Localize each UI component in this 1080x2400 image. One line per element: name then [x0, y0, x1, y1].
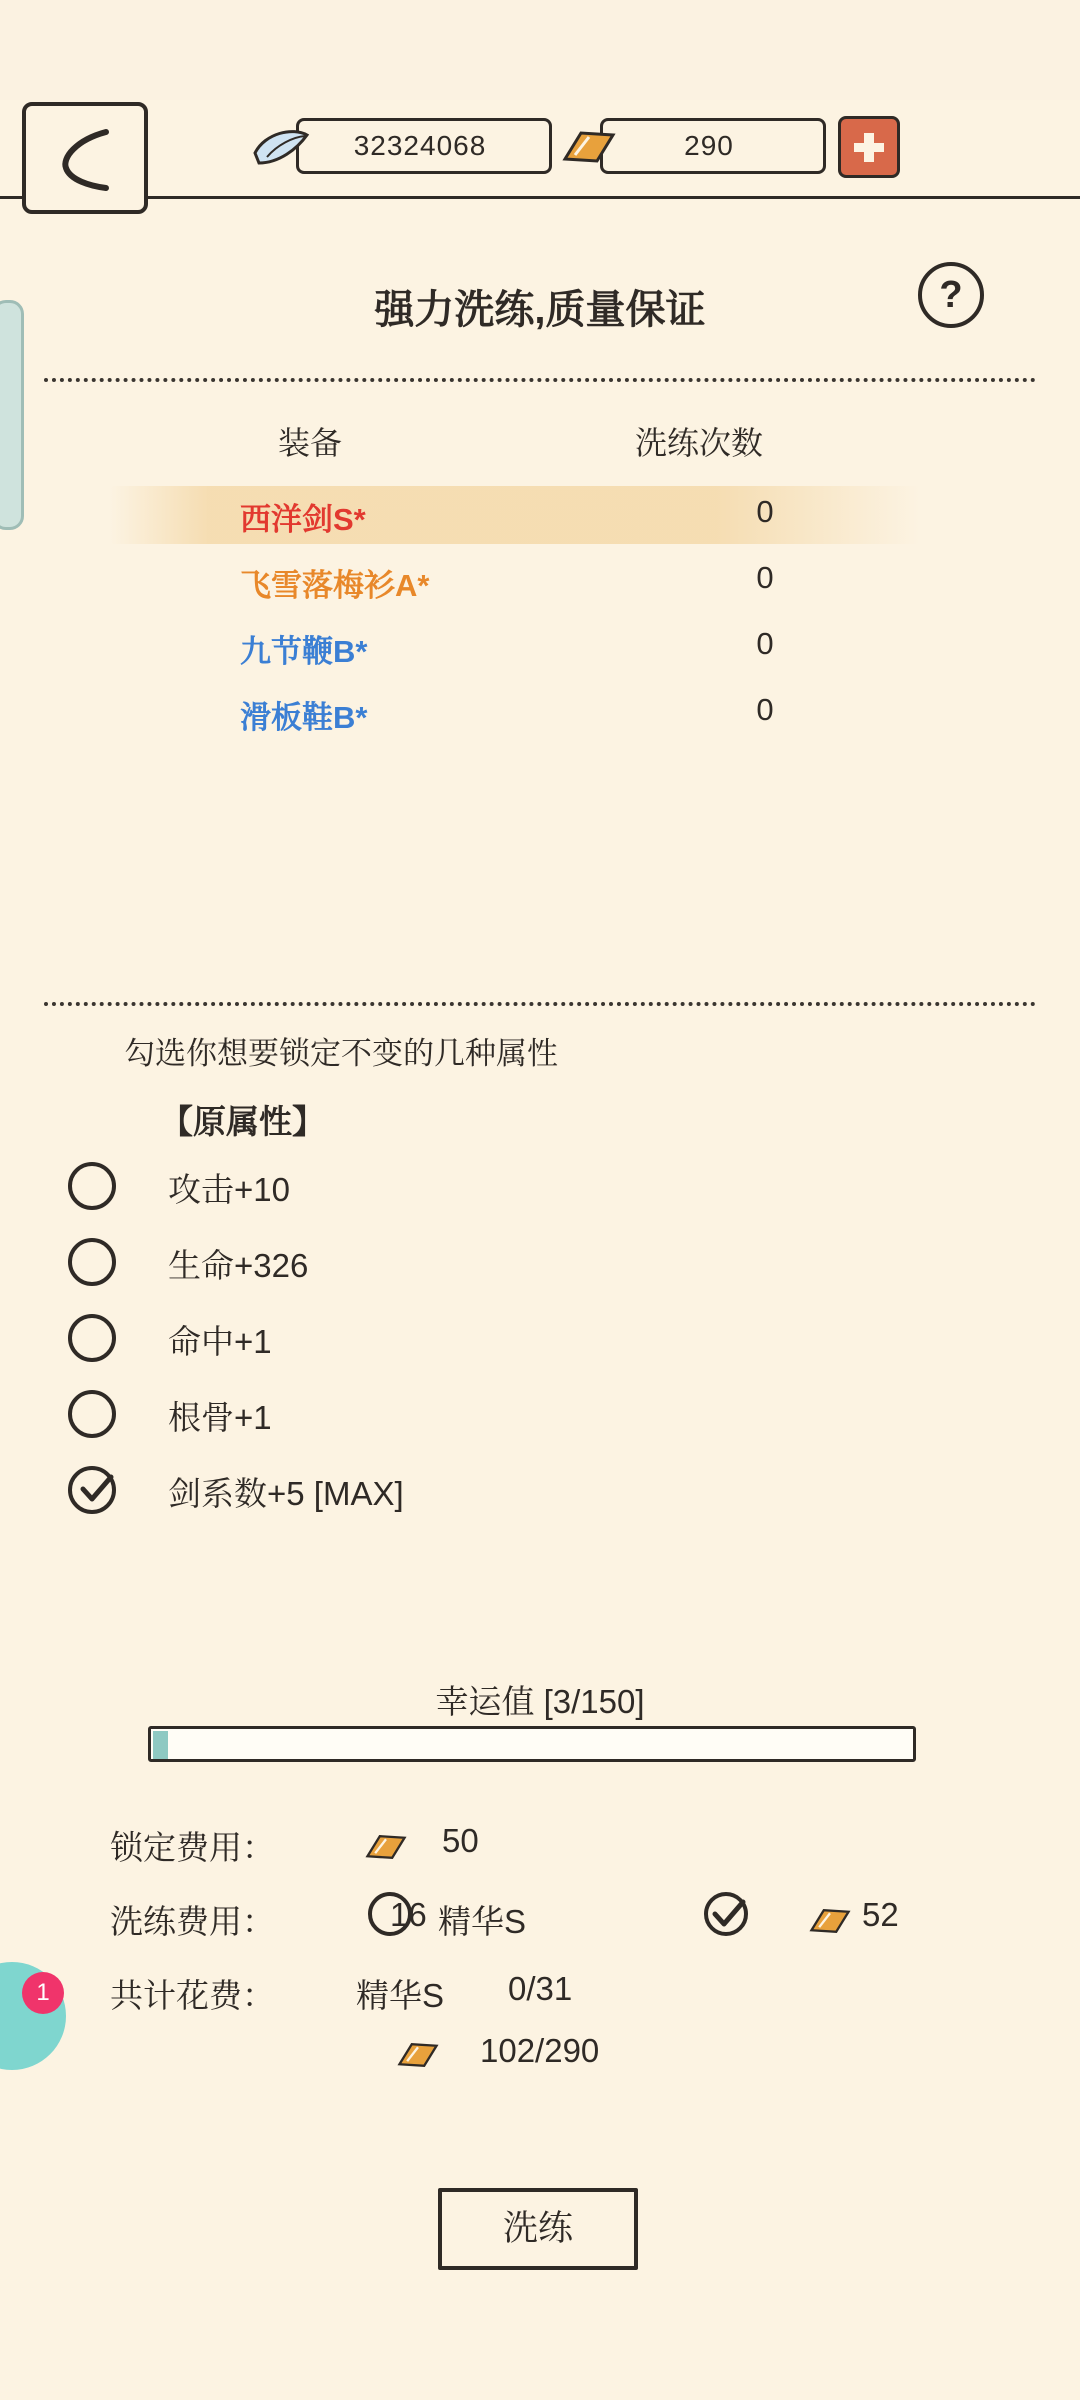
lock-cost-value: 50 [442, 1822, 479, 1859]
coin-icon [249, 123, 313, 171]
attribute-checkbox[interactable] [68, 1390, 116, 1438]
attribute-row[interactable] [68, 1390, 768, 1446]
column-header-equipment: 装备 [278, 425, 343, 461]
attribute-label: 剑系数+5 [MAX] [168, 1475, 404, 1512]
attribute-checkbox[interactable] [68, 1466, 116, 1514]
back-button[interactable] [22, 102, 148, 214]
attribute-checkbox[interactable] [68, 1314, 116, 1362]
ingot-counter[interactable] [600, 118, 826, 174]
table-row[interactable] [110, 552, 920, 610]
attribute-row[interactable] [68, 1238, 768, 1294]
lock-cost-label: 锁定费用： [110, 1829, 275, 1866]
attribute-label: 攻击+10 [168, 1171, 290, 1208]
luck-progress-bar [148, 1726, 916, 1762]
attribute-checkbox[interactable] [68, 1238, 116, 1286]
notification-badge: 1 [22, 1972, 64, 2014]
refine-pay-ingot-radio[interactable] [704, 1892, 748, 1936]
refine-ingot-value: 52 [862, 1896, 899, 1933]
header-divider [0, 196, 1080, 199]
attribute-label: 生命+326 [168, 1247, 309, 1284]
refine-button[interactable]: 洗练 [438, 2188, 638, 2270]
refine-essence-name: 精华S [438, 1903, 527, 1940]
attribute-checkbox[interactable] [68, 1162, 116, 1210]
attribute-row[interactable] [68, 1162, 768, 1218]
attribute-label: 命中+1 [168, 1323, 272, 1360]
equipment-name: 滑板鞋B* [240, 700, 368, 735]
divider-top [44, 378, 1036, 382]
back-arrow-icon [56, 128, 118, 194]
equipment-refine-count: 0 [756, 560, 774, 595]
coin-value: 32324068 [353, 130, 487, 161]
attribute-group-label: 【原属性】 [160, 1103, 325, 1140]
help-icon[interactable]: ? [918, 262, 984, 328]
refine-essence-value: 16 [390, 1896, 427, 1933]
attribute-hint: 勾选你想要锁定不变的几种属性 [124, 1036, 558, 1071]
total-ingot-value: 102/290 [480, 2032, 600, 2069]
side-drawer-handle[interactable] [0, 300, 24, 530]
divider-middle [44, 1002, 1036, 1006]
ingot-icon [808, 1904, 852, 1938]
ingot-icon [396, 2038, 440, 2072]
equipment-refine-count: 0 [756, 692, 774, 727]
top-resource-bar [0, 0, 1080, 100]
table-row[interactable] [110, 486, 920, 544]
attribute-row[interactable] [68, 1466, 768, 1522]
equipment-refine-count: 0 [756, 494, 774, 529]
total-essence-name: 精华S [356, 1977, 445, 2014]
checkmark-icon [712, 1899, 746, 1929]
column-header-refine-count: 洗练次数 [635, 425, 764, 461]
ingot-icon [561, 125, 617, 169]
table-row[interactable] [110, 618, 920, 676]
refine-cost-label: 洗练费用： [110, 1903, 275, 1940]
coin-counter[interactable] [296, 118, 552, 174]
table-row[interactable] [110, 684, 920, 742]
total-essence-value: 0/31 [508, 1970, 573, 2007]
attribute-label: 根骨+1 [168, 1399, 272, 1436]
equipment-name: 九节鞭B* [240, 634, 368, 669]
luck-label: 幸运值 [3/150] [435, 1683, 645, 1720]
add-resource-button[interactable] [838, 116, 900, 178]
ingot-icon [364, 1830, 408, 1864]
attribute-row[interactable] [68, 1314, 768, 1370]
checkmark-icon [80, 1474, 114, 1504]
equipment-name: 飞雪落梅衫A* [240, 568, 430, 603]
page-title: 强力洗练,质量保证 [374, 288, 706, 332]
ingot-value: 290 [684, 130, 734, 161]
equipment-refine-count: 0 [756, 626, 774, 661]
equipment-name: 西洋剑S* [240, 502, 366, 537]
total-cost-label: 共计花费： [110, 1977, 275, 2014]
luck-progress-fill [153, 1731, 168, 1759]
